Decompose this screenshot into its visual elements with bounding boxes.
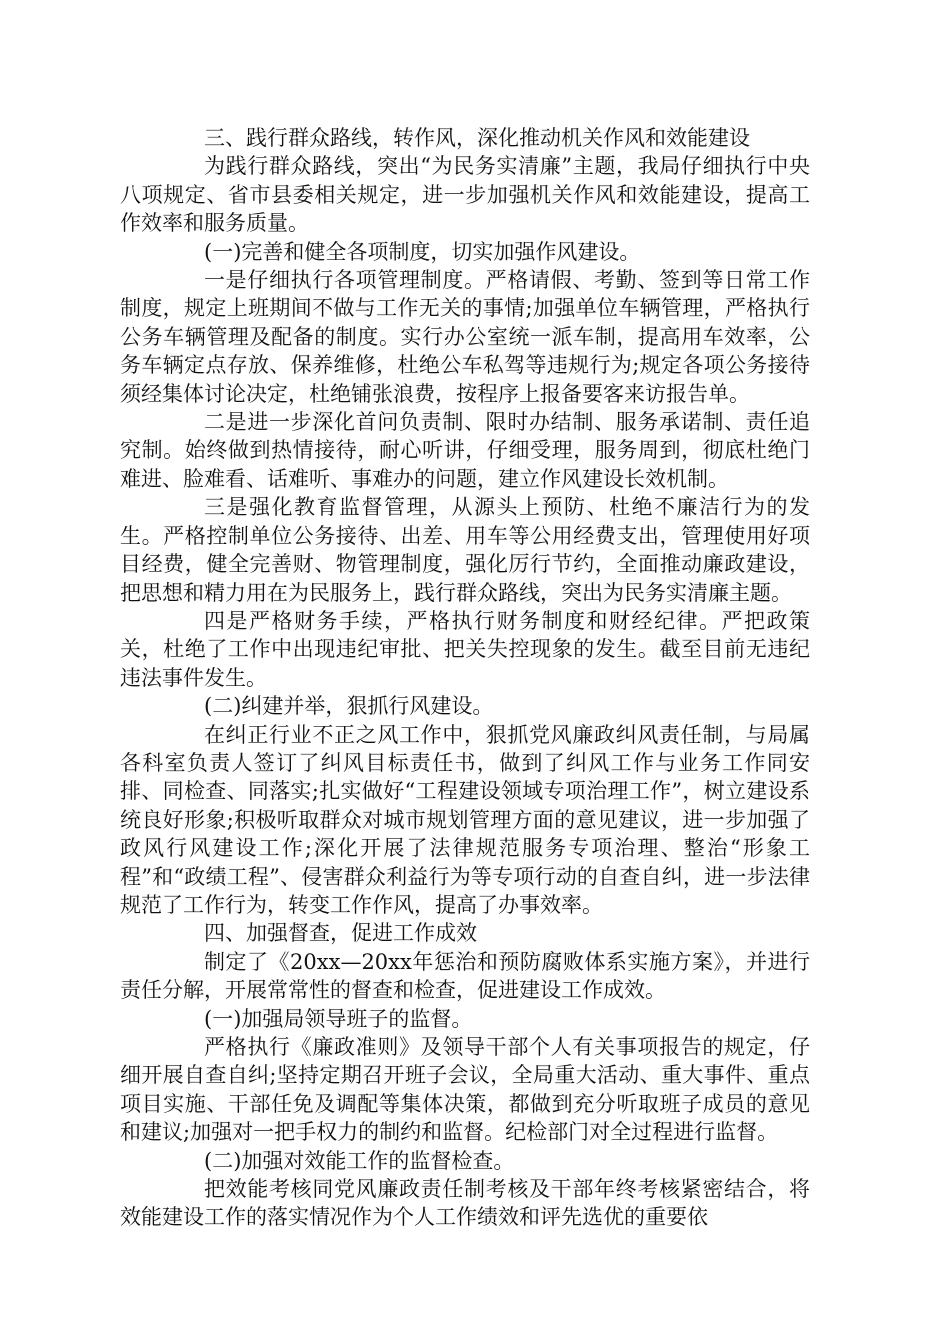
section-heading-3: 三、践行群众路线，转作风，深化推动机关作风和效能建设: [204, 126, 750, 150]
section-heading-4: 四、加强督查，促进工作成效: [204, 921, 477, 946]
paragraph: 二是进一步深化首问负责制、限时办结制、服务承诺制、责任追究制。始终做到热情接待，耐心听讲，仔细受理，服务周到，彻底杜绝门难进、脸难看、话难听、事难办的问题，建立作风建设长效机制。: [120, 410, 810, 491]
paragraph: 三是强化教育监督管理，从源头上预防、杜绝不廉洁行为的发生。严格控制单位公务接待、出差、用车等公用经费支出，管理使用好项目经费，健全完善财、物管理制度，强化厉行节约，全面推动廉政建设，把思想和精力用在为民服务上，践行群众路线，突出为民务实清廉主题。: [120, 495, 810, 605]
subsection-heading: (一)完善和健全各项制度，切实加强作风建设。: [204, 239, 641, 264]
paragraph: 把效能考核同党风廉政责任制考核及干部年终考核紧密结合，将效能建设工作的落实情况作为个人工作绩效和评先选优的重要依: [120, 1177, 810, 1230]
paragraph: 为践行群众路线，突出“为民务实清廉”主题，我局仔细执行中央八项规定、省市县委相关规定，进一步加强机关作风和效能建设，提高工作效率和服务质量。: [120, 154, 810, 236]
paragraph: 制定了《20xx—20xx年惩治和预防腐败体系实施方案》，并进行责任分解，开展常常性的督查和检查，促进建设工作成效。: [120, 949, 810, 1003]
document-body: [120, 124, 810, 1232]
subsection-heading: (一)加强局领导班子的监督。: [204, 1006, 473, 1031]
paragraph: 四是严格财务手续，严格执行财务制度和财经纪律。严把政策关，杜绝了工作中出现违纪审批、把关失控现象的发生。截至目前无违纪违法事件发生。: [120, 608, 810, 690]
subsection-heading: (二)加强对效能工作的监督检查。: [204, 1148, 515, 1173]
paragraph: 一是仔细执行各项管理制度。严格请假、考勤、签到等日常工作制度，规定上班期间不做与工作无关的事情;加强单位车辆管理，严格执行公务车辆管理及配备的制度。实行办公室统一派车制，提高用车效率，公务车辆定点存放、保养维修，杜绝公车私驾等违规行为;规定各项公务接待须经集体讨论决定，杜绝铺张浪费，按程序上报备要客来访报告单。: [120, 268, 810, 406]
paragraph: 严格执行《廉政准则》及领导干部个人有关事项报告的规定，仔细开展自查自纠;坚持定期召开班子会议，全局重大活动、重大事件、重点项目实施、干部任免及调配等集体决策，都做到充分听取班子成员的意见和建议;加强对一把手权力的制约和监督。纪检部门对全过程进行监督。: [120, 1035, 810, 1145]
paragraph: 在纠正行业不正之风工作中，狠抓党风廉政纠风责任制，与局属各科室负责人签订了纠风目标责任书，做到了纠风工作与业务工作同安排、同检查、同落实;扎实做好“工程建设领域专项治理工作”，树立建设系统良好形象;积极听取群众对城市规划管理方面的意见建议，进一步加强了政风行风建设工作;深化开展了法律规范服务专项治理、整治“形象工程”和“政绩工程”、侵害群众利益行为等专项行动的自查自纠，进一步法律规范了工作行为，转变工作作风，提高了办事效率。: [120, 722, 810, 917]
subsection-heading: (二)纠建并举，狠抓行风建设。: [204, 694, 494, 719]
